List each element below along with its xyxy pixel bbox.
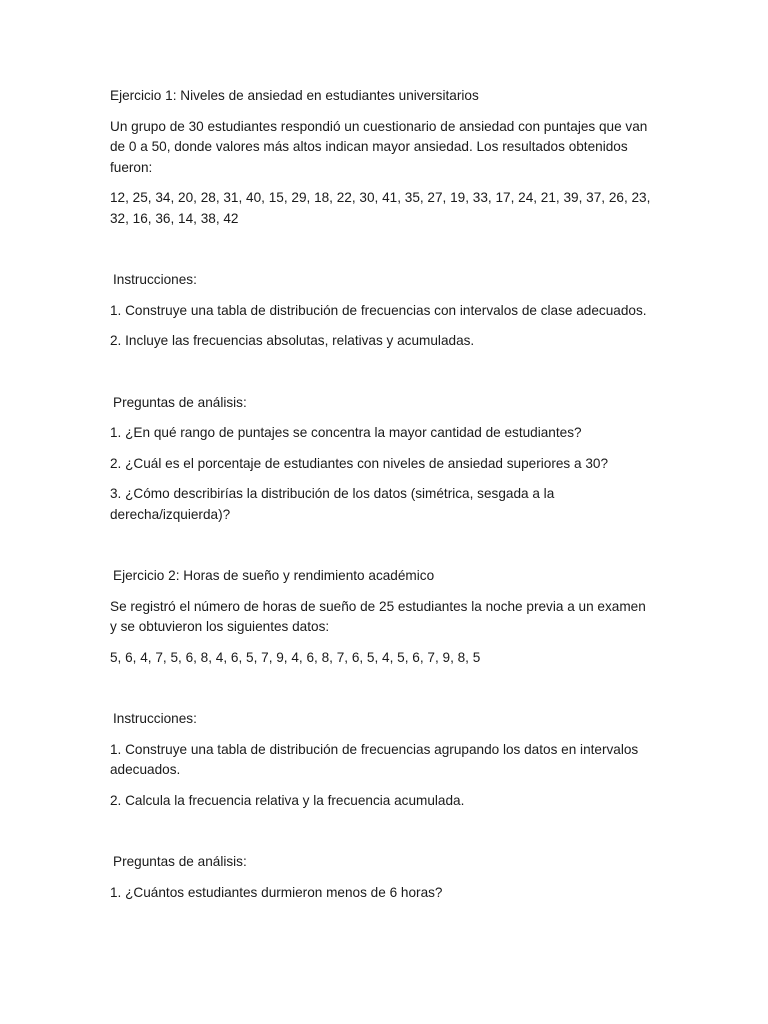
spacer xyxy=(110,239,655,270)
exercise-1-question-2: 2. ¿Cuál es el porcentaje de estudiantes con niveles de ansiedad superiores a 30? xyxy=(110,455,609,471)
exercise-2-questions-heading: Preguntas de análisis: xyxy=(113,854,247,869)
exercise-1-question-3: 3. ¿Cómo describirías la distribución de los datos (simétrica, sesgada a la derecha/izquierda)? xyxy=(110,486,555,522)
exercise-2-intro: Se registró el número de horas de sueño de 25 estudiantes la noche previa a un examen y se obtuvieron los siguientes datos: xyxy=(110,598,646,634)
document-page xyxy=(110,86,655,913)
exercise-2-instructions-heading: Instrucciones: xyxy=(113,711,197,726)
exercise-1-questions-heading: Preguntas de análisis: xyxy=(113,394,247,410)
exercise-2-title: Ejercicio 2: Horas de sueño y rendimiento académico xyxy=(113,568,435,583)
exercise-1-intro: Un grupo de 30 estudiantes respondió un cuestionario de ansiedad con puntajes que van de 0 a 50, donde valores más altos indican mayor ansiedad. Los resultados obtenidos fueron: xyxy=(110,118,648,175)
exercise-1-instruction-2: 2. Incluye las frecuencias absolutas, relativas y acumuladas. xyxy=(110,333,475,348)
spacer xyxy=(110,535,655,566)
exercise-2-data: 5, 6, 4, 7, 5, 6, 8, 4, 6, 5, 7, 9, 4, 6, 8, 7, 6, 5, 4, 5, 6, 7, 9, 8, 5 xyxy=(110,649,481,665)
spacer xyxy=(110,678,655,709)
exercise-1-instruction-1: 1. Construye una tabla de distribución de frecuencias con intervalos de clase adecuados. xyxy=(110,302,647,318)
exercise-1-question-1: 1. ¿En qué rango de puntajes se concentra la mayor cantidad de estudiantes? xyxy=(110,425,582,440)
spacer xyxy=(110,362,655,393)
spacer xyxy=(110,821,655,852)
exercise-2-question-1: 1. ¿Cuántos estudiantes durmieron menos de 6 horas? xyxy=(110,884,443,900)
exercise-1-title: Ejercicio 1: Niveles de ansiedad en estudiantes universitarios xyxy=(110,88,479,103)
exercise-2-instruction-1: 1. Construye una tabla de distribución de frecuencias agrupando los datos en intervalos adecuados. xyxy=(110,741,639,777)
exercise-1-instructions-heading: Instrucciones: xyxy=(113,272,197,287)
exercise-2-instruction-2: 2. Calcula la frecuencia relativa y la frecuencia acumulada. xyxy=(110,792,465,808)
exercise-1-data: 12, 25, 34, 20, 28, 31, 40, 15, 29, 18, 22, 30, 41, 35, 27, 19, 33, 17, 24, 21, 39, 37, 26, 23, 32, 16, 36, 14, 38, 42 xyxy=(110,190,651,226)
